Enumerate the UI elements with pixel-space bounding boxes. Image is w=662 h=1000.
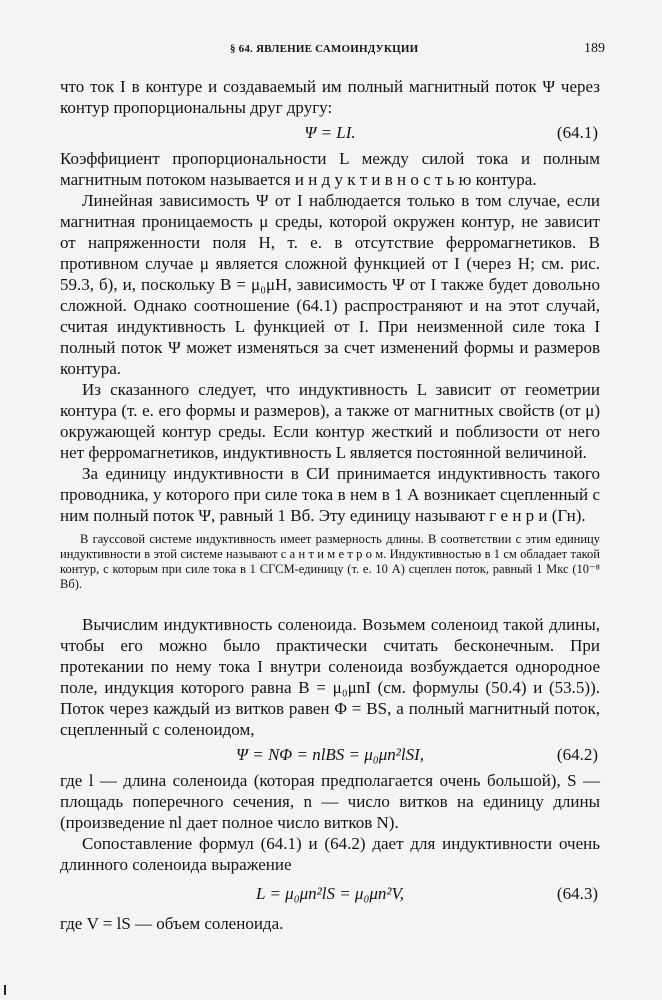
footnote: В гауссовой системе индуктивность имеет размерность длины. В соответствии с этим единицу индуктивности в этой системе называют с а н т и м е т р о м. Индуктивностью в 1 см обладает такой контур, с которым при силе тока в 1 СГСМ-единицу (т. е. 10 А) сцеплен поток, равный 1 Мкс (10⁻⁸ Вб). [60, 532, 600, 591]
paragraph-4: Из сказанного следует, что индуктивность L зависит от геометрии контура (т. е. его формы и размеров), а также от магнитных свойств (от μ) окружающей контур среды. Если контур жесткий и поблизости от него нет ферромагнетиков, индуктивность L является постоянной величиной. [60, 380, 600, 462]
formula-64-1 [60, 118, 600, 148]
paragraph-3: Линейная зависимость Ψ от I наблюдается только в том случае, если магнитная проницаемость μ среды, которой окружен контур, не зависит от напряженности поля H, т. е. в отсутствие ферромагнетиков. В противном случае μ является сложной функцией от I (через H; см. рис. 59.3, б), и, поскольку B = μ₀μH, зависимость Ψ от I также будет довольно сложной. Однако соотношение (64.1) распространяют и на этот случай, считая индуктивность L функцией от I. При неизменной силе тока I полный поток Ψ может изменяться за счет изменений формы и размеров контура. [60, 191, 600, 378]
scan-edge-mark [4, 985, 6, 995]
equation-number: (64.2) [556, 745, 598, 764]
formula-64-2 [60, 740, 600, 770]
paragraph-6: Вычислим индуктивность соленоида. Возьмем соленоид такой длины, чтобы его можно было практически считать бесконечным. При протекании по нему тока I внутри соленоида возбуждается однородное поле, индукция которого равна B = μ₀μnI (см. формулы (50.4) и (53.5)). Поток через каждый из витков равен Φ = BS, а полный магнитный поток, сцепленный с соленоидом, [60, 615, 600, 739]
formula-expression: Ψ = NΦ = nlBS = μ₀μn²lSI, [236, 745, 424, 764]
section-gap [60, 592, 600, 614]
page-header [60, 42, 605, 60]
page-number: 189 [584, 41, 605, 56]
paragraph-5: За единицу индуктивности в СИ принимается индуктивность такого проводника, у которого при силе тока в нем в 1 А возникает сцепленный с ним полный поток Ψ, равный 1 Вб. Эту единицу называют г е н р и (Гн). [60, 464, 600, 525]
running-head: § 64. ЯВЛЕНИЕ САМОИНДУКЦИИ [230, 43, 419, 55]
equation-number: (64.3) [556, 884, 598, 903]
paragraph-8: Сопоставление формул (64.1) и (64.2) дает для индуктивности очень длинного соленоида выражение [60, 834, 600, 874]
paragraph-2: Коэффициент пропорциональности L между силой тока и полным магнитным потоком называется и н д у к т и в н о с т ь ю контура. [60, 149, 600, 189]
paragraph-7: где l — длина соленоида (которая предполагается очень большой), S — площадь поперечного сечения, n — число витков на единицу длины (произведение nl дает полное число витков N). [60, 771, 600, 832]
body-text [60, 76, 600, 934]
formula-expression: L = μ₀μn²lS = μ₀μn²V, [256, 884, 404, 903]
paragraph-9: где V = lS — объем соленоида. [60, 914, 284, 933]
formula-64-3 [60, 879, 600, 909]
formula-expression: Ψ = LI. [304, 123, 356, 142]
paragraph-1: что ток I в контуре и создаваемый им полный магнитный поток Ψ через контур пропорциональны друг другу: [60, 77, 600, 117]
equation-number: (64.1) [556, 123, 598, 142]
